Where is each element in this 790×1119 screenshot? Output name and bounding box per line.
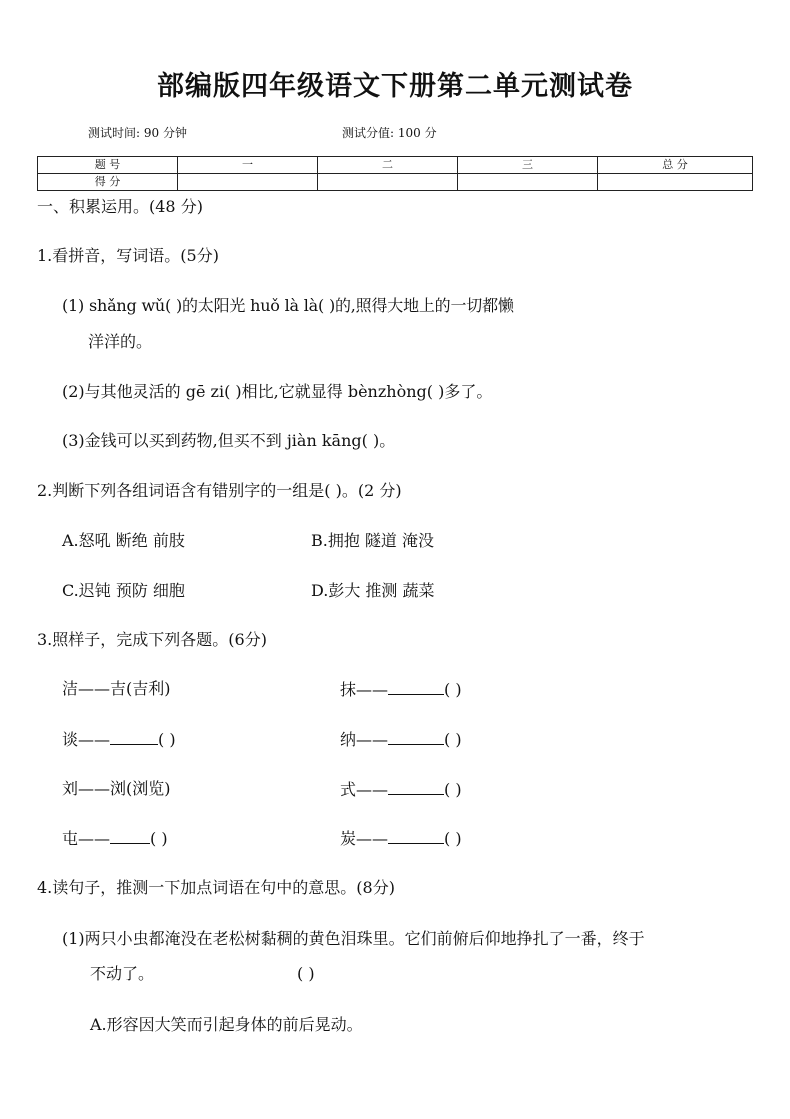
exercise-row-2-right xyxy=(340,728,462,751)
score-cell[interactable] xyxy=(598,174,753,191)
exercise-row-4-right xyxy=(340,827,462,850)
exercise-prefix: 式—— xyxy=(340,780,389,799)
question-1-line-1-cont: 洋洋的。 xyxy=(88,332,153,351)
page-title: 部编版四年级语文下册第二单元测试卷 xyxy=(157,71,633,102)
answer-blank[interactable] xyxy=(388,728,444,745)
answer-blank[interactable] xyxy=(388,678,444,695)
question-4-option-a: A.形容因大笑而引起身体的前后晃动。 xyxy=(90,1015,363,1034)
section-heading: 一、积累运用。(48 分) xyxy=(37,197,203,216)
exercise-prefix: 抹—— xyxy=(340,680,389,699)
example-row-1: 洁——吉(吉利) xyxy=(62,679,171,698)
answer-paren[interactable]: ( ) xyxy=(150,829,168,848)
answer-blank[interactable] xyxy=(388,827,444,844)
score-cell[interactable] xyxy=(318,174,458,191)
score-table-header-cell: 二 xyxy=(318,157,458,174)
score-table-score-row xyxy=(38,174,753,191)
question-3-title: 3.照样子，完成下列各题。(6分) xyxy=(37,630,267,649)
test-time: 测试时间: 90 分钟 xyxy=(88,126,187,140)
answer-blank[interactable] xyxy=(388,778,444,795)
answer-paren[interactable]: ( ) xyxy=(444,780,462,799)
score-table-header-cell: 题 号 xyxy=(38,157,178,174)
answer-paren[interactable]: ( ) xyxy=(444,680,462,699)
example-row-3: 刘——浏(浏览) xyxy=(62,779,171,798)
exercise-row-4-left xyxy=(62,827,168,850)
question-1-line-2: (2)与其他灵活的 gē zi( )相比,它就显得 bènzhòng( )多了。 xyxy=(62,382,493,401)
score-table-header-cell: 一 xyxy=(178,157,318,174)
exercise-row-3-right xyxy=(340,778,462,801)
exercise-prefix: 炭—— xyxy=(340,829,389,848)
exercise-row-1-right xyxy=(340,678,462,701)
question-1-line-1: (1) shǎng wǔ( )的太阳光 huǒ là là( )的,照得大地上的一切都懒 xyxy=(62,296,514,315)
option-d: D.彭大 推测 蔬菜 xyxy=(311,581,435,600)
question-4-sentence-1-cont: 不动了。 xyxy=(90,964,155,983)
question-1-line-3: (3)金钱可以买到药物,但买不到 jiàn kāng( )。 xyxy=(62,431,396,450)
score-table xyxy=(37,156,753,191)
option-c: C.迟钝 预防 细胞 xyxy=(62,581,185,600)
exercise-prefix: 纳—— xyxy=(340,730,389,749)
score-cell[interactable] xyxy=(178,174,318,191)
option-b: B.拥抱 隧道 淹没 xyxy=(311,531,435,550)
score-cell[interactable] xyxy=(458,174,598,191)
question-4-title: 4.读句子，推测一下加点词语在句中的意思。(8分) xyxy=(37,878,395,897)
answer-paren[interactable]: ( ) xyxy=(158,730,176,749)
answer-paren[interactable]: ( ) xyxy=(444,730,462,749)
exercise-prefix: 谈—— xyxy=(62,730,111,749)
question-4-sentence-1: (1)两只小虫都淹没在老松树黏稠的黄色泪珠里。它们前俯后仰地挣扎了一番，终于 xyxy=(62,929,645,948)
option-a: A.怒吼 断绝 前肢 xyxy=(62,531,185,550)
score-table-header-cell: 三 xyxy=(458,157,598,174)
exercise-prefix: 屯—— xyxy=(62,829,111,848)
question-1-title: 1.看拼音，写词语。(5分) xyxy=(37,246,219,265)
answer-paren[interactable]: ( ) xyxy=(297,964,315,983)
score-table-row-label: 得 分 xyxy=(38,174,178,191)
score-table-header-row xyxy=(38,157,753,174)
answer-paren[interactable]: ( ) xyxy=(444,829,462,848)
answer-blank[interactable] xyxy=(110,827,150,844)
score-table-header-cell: 总 分 xyxy=(598,157,753,174)
exercise-row-2-left xyxy=(62,728,176,751)
test-score: 测试分值: 100 分 xyxy=(342,126,437,140)
question-2-title: 2.判断下列各组词语含有错别字的一组是( )。(2 分) xyxy=(37,481,402,500)
answer-blank[interactable] xyxy=(110,728,158,745)
